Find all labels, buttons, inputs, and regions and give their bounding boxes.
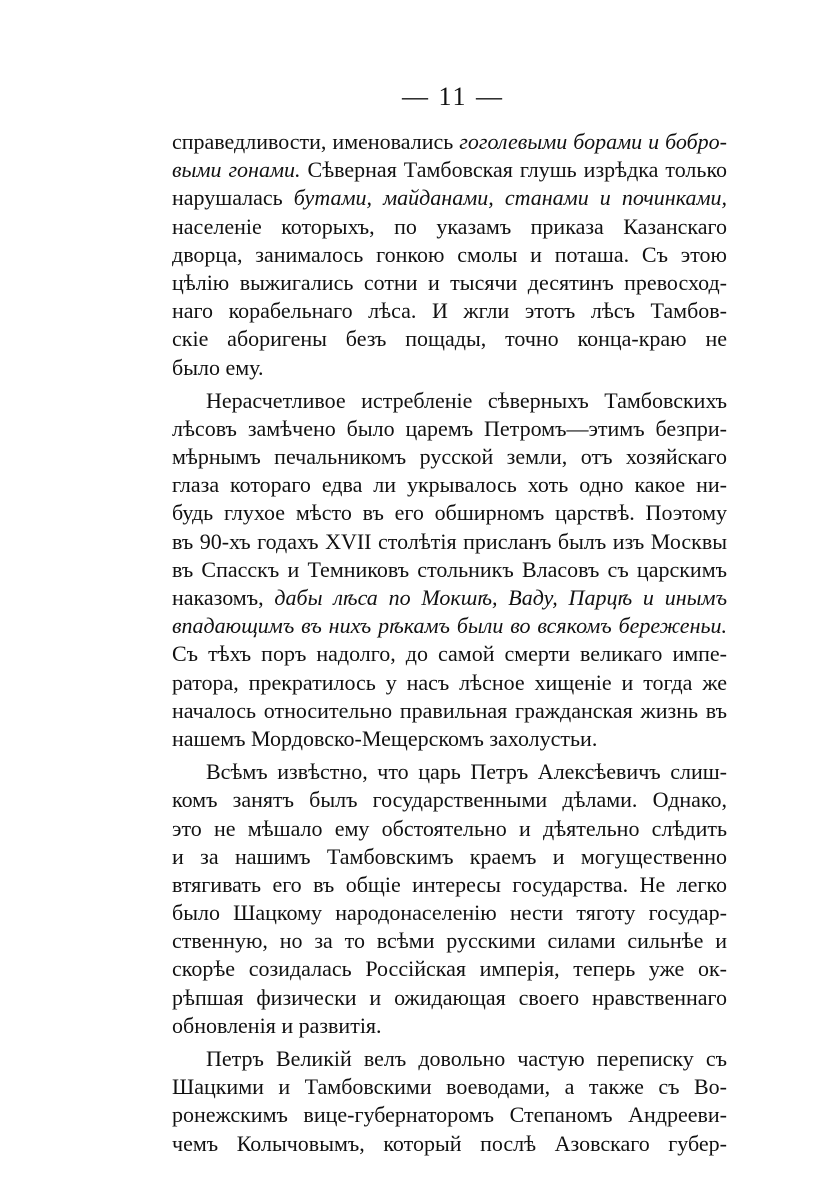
text-line bbox=[172, 1073, 727, 1101]
text-segment: нарушалась bbox=[172, 185, 294, 211]
italic-text: дабы лѣса по Мокшѣ, Ваду, Парцѣ и инымъ bbox=[274, 585, 727, 610]
text-line bbox=[172, 387, 727, 415]
paragraph bbox=[172, 758, 727, 1040]
text-line bbox=[172, 899, 727, 927]
text-segment: будь глухое мѣсто въ его обширномъ царствѣ. Поэтому bbox=[172, 500, 727, 526]
text-segment: населеніе которыхъ, по указамъ приказа Казанскаго bbox=[172, 213, 727, 239]
italic-text: выми гонами. bbox=[172, 157, 301, 183]
body-text bbox=[172, 128, 727, 1163]
text-line bbox=[172, 584, 727, 612]
text-line bbox=[172, 184, 727, 212]
text-line bbox=[172, 1012, 727, 1040]
italic-text: бутами, майданами, станами и починками, bbox=[293, 185, 727, 211]
text-segment: это не мѣшало ему обстоятельно и дѣятельно слѣдить bbox=[172, 815, 727, 841]
text-segment: глаза котораго едва ли укрывалось хоть одно какое ни- bbox=[172, 472, 727, 498]
text-line bbox=[172, 1101, 727, 1129]
text-segment: ратора, прекратилось у насъ лѣсное хищеніе и тогда же bbox=[172, 669, 727, 695]
text-line bbox=[172, 955, 727, 983]
text-segment: наго корабельнаго лѣса. И жгли этотъ лѣсъ Тамбов- bbox=[172, 298, 727, 324]
text-segment: въ 90-хъ годахъ XVII столѣтія присланъ былъ изъ Москвы bbox=[172, 528, 727, 554]
text-line bbox=[172, 213, 727, 241]
text-segment: лѣсовъ замѣчено было царемъ Петромъ—этимъ безпри- bbox=[172, 415, 727, 441]
text-segment: ронежскимъ вице-губернаторомъ Степаномъ Андрееви- bbox=[172, 1102, 727, 1128]
text-line bbox=[172, 871, 727, 899]
text-line bbox=[172, 697, 727, 725]
text-line bbox=[172, 269, 727, 297]
text-line bbox=[172, 612, 727, 640]
text-segment: ственную, но за то всѣми русскими силами сильнѣе и bbox=[172, 928, 727, 954]
text-line bbox=[172, 815, 727, 843]
text-segment: было ему. bbox=[172, 354, 264, 380]
text-segment: цѣлію выжигались сотни и тысячи десятинъ превосход- bbox=[172, 269, 727, 295]
text-segment: Нерасчетливое истребленіе сѣверныхъ Тамбовскихъ bbox=[206, 387, 727, 413]
italic-text: гоголевыми борами и бобро- bbox=[459, 129, 727, 154]
text-segment: въ Спасскъ и Темниковъ стольникъ Власовъ съ царскимъ bbox=[172, 556, 727, 582]
text-line bbox=[172, 128, 727, 156]
text-line bbox=[172, 927, 727, 955]
text-line bbox=[172, 415, 727, 443]
text-line bbox=[172, 758, 727, 786]
text-segment: Всѣмъ извѣстно, что царь Петръ Алексѣевичъ слиш- bbox=[206, 759, 727, 785]
text-line bbox=[172, 1130, 727, 1158]
page-number: — 11 — bbox=[401, 82, 505, 111]
text-line bbox=[172, 556, 727, 584]
text-segment: дворца, занималось гонкою смолы и поташа. Съ этою bbox=[172, 241, 727, 267]
text-line bbox=[172, 528, 727, 556]
text-line bbox=[172, 984, 727, 1012]
text-line bbox=[172, 669, 727, 697]
text-segment: рѣпшая физически и ожидающая своего нравственнаго bbox=[172, 984, 727, 1010]
text-segment: справедливости, именовались bbox=[172, 129, 460, 154]
text-segment: чемъ Колычовымъ, который послѣ Азовскаго губер- bbox=[172, 1130, 727, 1156]
text-line bbox=[172, 843, 727, 871]
text-segment: скорѣе созидалась Россійская имперія, теперь уже ок- bbox=[172, 956, 727, 982]
text-line bbox=[172, 241, 727, 269]
text-segment: началось относительно правильная гражданская жизнь въ bbox=[172, 697, 727, 723]
text-line bbox=[172, 499, 727, 527]
paragraph bbox=[172, 128, 727, 382]
text-segment: втягивать его въ общіе интересы государства. Не легко bbox=[172, 871, 727, 897]
text-segment: было Шацкому народонаселенію нести тяготу государ- bbox=[172, 900, 727, 926]
text-segment: Петръ Великій велъ довольно частую переписку съ bbox=[206, 1046, 727, 1071]
text-segment: мѣрнымъ печальникомъ русской земли, отъ хозяйскаго bbox=[172, 444, 727, 470]
text-line bbox=[172, 471, 727, 499]
text-segment: скіе аборигены безъ пощады, точно конца-краю не bbox=[172, 326, 727, 352]
text-line bbox=[172, 1045, 727, 1073]
text-segment: обновленія и развитія. bbox=[172, 1012, 382, 1038]
text-line bbox=[172, 156, 727, 184]
text-segment: нашемъ Мордовско-Мещерскомъ захолустьи. bbox=[172, 725, 598, 751]
text-line bbox=[172, 354, 727, 382]
paragraph bbox=[172, 1045, 727, 1158]
text-line bbox=[172, 786, 727, 814]
text-line bbox=[172, 443, 727, 471]
text-segment: Сѣверная Тамбовская глушь изрѣдка только bbox=[300, 157, 727, 183]
text-segment: Шацкими и Тамбовскими воеводами, а также съ Во- bbox=[172, 1074, 727, 1100]
text-line bbox=[172, 325, 727, 353]
text-line bbox=[172, 725, 727, 753]
text-segment: наказомъ, bbox=[172, 585, 275, 610]
text-line bbox=[172, 640, 727, 668]
text-segment: Съ тѣхъ поръ надолго, до самой смерти великаго импе- bbox=[172, 641, 727, 667]
text-line bbox=[172, 297, 727, 325]
italic-text: впадающимъ въ нихъ рѣкамъ были во всякомъ береженьи. bbox=[172, 613, 727, 639]
text-segment: комъ занятъ былъ государственными дѣлами. Однако, bbox=[172, 787, 727, 813]
paragraph bbox=[172, 387, 727, 753]
text-segment: и за нашимъ Тамбовскимъ краемъ и могущественно bbox=[172, 843, 727, 869]
